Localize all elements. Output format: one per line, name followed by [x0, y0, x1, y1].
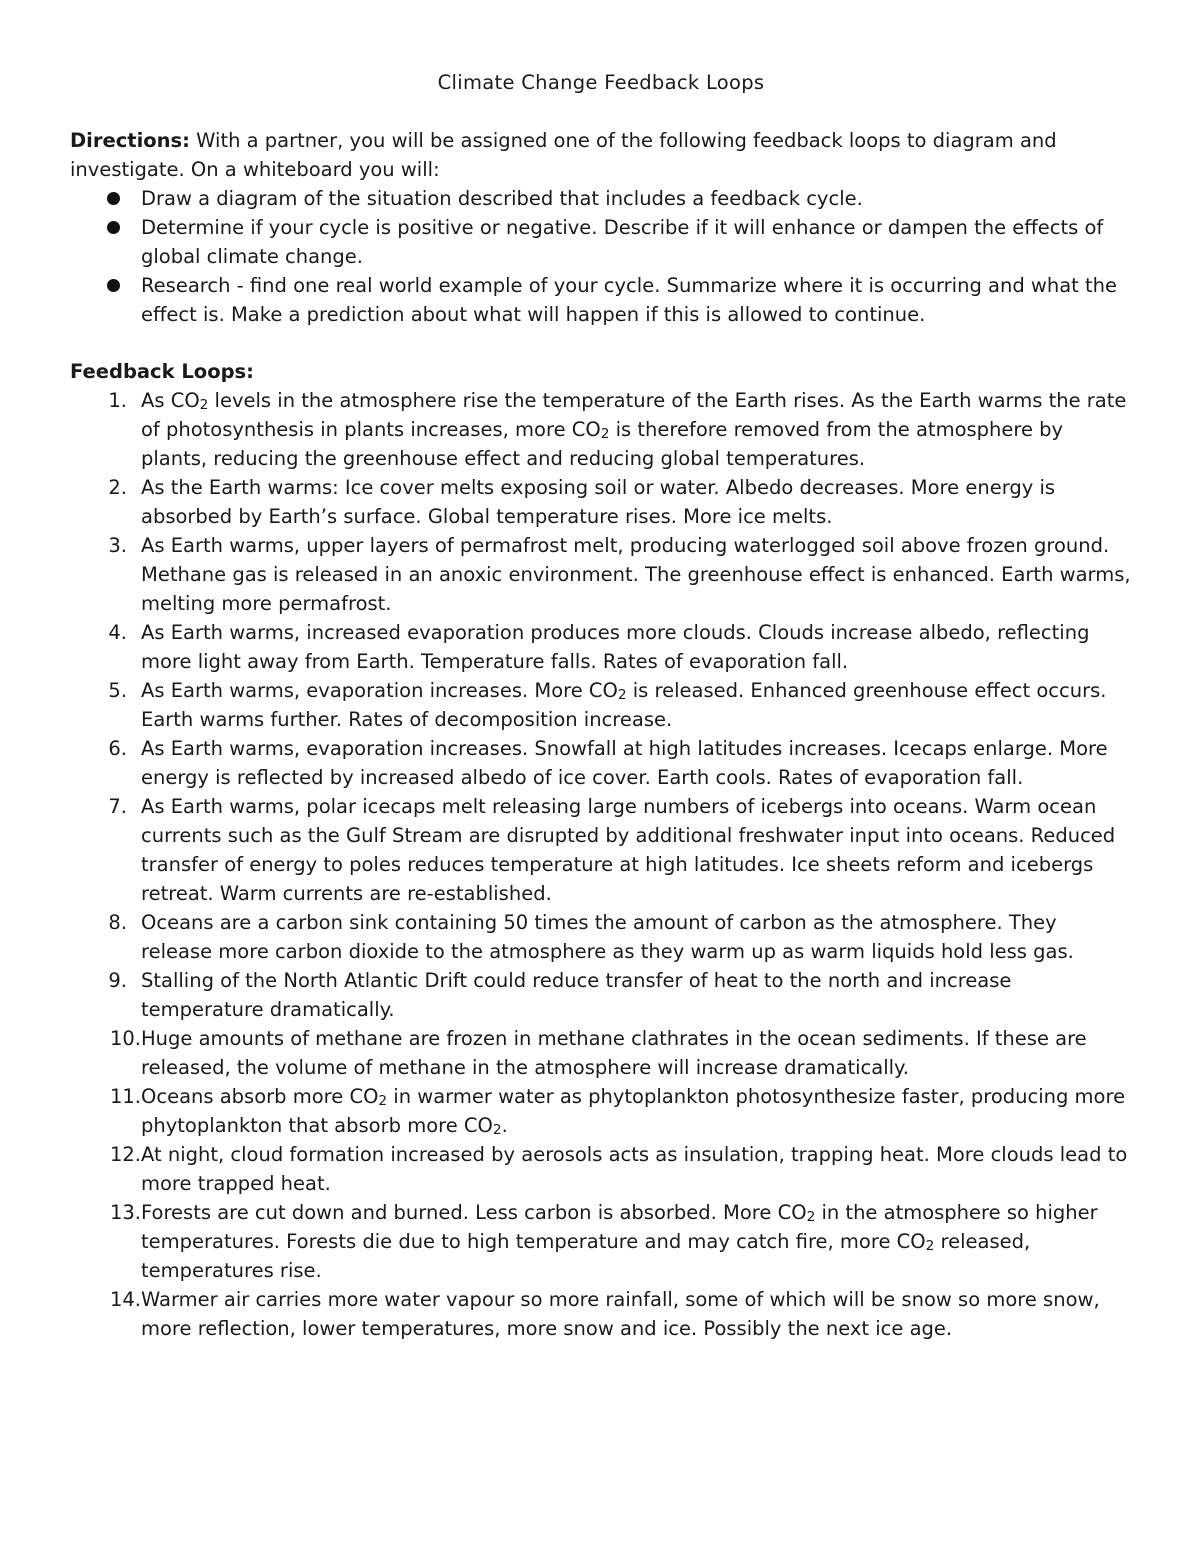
list-number: 4. — [108, 621, 127, 644]
list-item — [70, 1198, 1132, 1285]
feedback-loops-heading: Feedback Loops: — [70, 360, 254, 383]
text-run: As the Earth warms: Ice cover melts exposing soil or water. Albedo decreases. More energy is absorbed by Earth’s surface. Global temperature rises. More ice melts. — [141, 476, 1056, 528]
bullet-text: Draw a diagram of the situation described that includes a feedback cycle. — [141, 187, 863, 210]
list-text — [141, 1085, 1125, 1137]
directions-list — [70, 184, 1132, 329]
subscript: 2 — [925, 1238, 935, 1255]
list-item — [70, 1024, 1132, 1082]
page-title: Climate Change Feedback Loops — [437, 71, 765, 94]
list-text — [141, 621, 1089, 673]
text-run: . — [501, 1114, 508, 1137]
list-text — [141, 737, 1108, 789]
list-number: 12. — [109, 1143, 141, 1166]
list-text — [141, 1201, 1098, 1282]
text-run: released, temperatures rise. — [141, 1230, 1031, 1282]
list-item — [70, 734, 1132, 792]
bullet-text: Determine if your cycle is positive or negative. Describe if it will enhance or dampen the effects of global climate change. — [141, 216, 1104, 268]
bullet-icon — [107, 279, 120, 292]
list-text — [141, 534, 1131, 615]
list-text — [141, 679, 1106, 731]
list-number: 6. — [108, 737, 127, 760]
text-run: levels in the atmosphere rise the temperature of the Earth rises. As the Earth warms the rate of photosynthesis in plants increases, more CO — [141, 389, 1127, 441]
text-run: As CO — [141, 389, 200, 412]
directions-text: With a partner, you will be assigned one of the following feedback loops to diagram and investigate. On a whiteboard you will: — [70, 129, 1057, 181]
list-number: 9. — [108, 969, 127, 992]
list-item — [70, 1285, 1132, 1343]
list-item — [70, 386, 1132, 473]
text-run: is therefore removed from the atmosphere by plants, reducing the greenhouse effect and reducing global temperatures. — [141, 418, 1064, 470]
text-run: As Earth warms, polar icecaps melt releasing large numbers of icebergs into oceans. Warm ocean currents such as the Gulf Stream are disrupted by additional freshwater input into oceans. Reduced transfer of energy to poles reduces temperature at high latitudes. Ice sheets reform and icebergs retreat. Warm currents are re-established. — [141, 795, 1116, 905]
feedback-loops-list — [70, 386, 1132, 1343]
list-number: 10. — [109, 1027, 141, 1050]
list-number: 5. — [108, 679, 127, 702]
list-text — [141, 476, 1055, 528]
list-item — [70, 908, 1132, 966]
text-run: As Earth warms, evaporation increases. More CO — [141, 679, 618, 702]
text-run: Huge amounts of methane are frozen in methane clathrates in the ocean sediments. If these are released, the volume of methane in the atmosphere will increase dramatically. — [141, 1027, 1087, 1079]
text-run: Oceans absorb more CO — [141, 1085, 379, 1108]
list-item — [70, 676, 1132, 734]
list-item — [70, 1082, 1132, 1140]
bullet-icon — [107, 221, 120, 234]
list-number: 1. — [108, 389, 127, 412]
text-run: Warmer air carries more water vapour so more rainfall, some of which will be snow so more snow, more reflection, lower temperatures, more snow and ice. Possibly the next ice age. — [141, 1288, 1100, 1340]
list-item — [70, 531, 1132, 618]
list-item — [70, 1140, 1132, 1198]
list-number: 8. — [108, 911, 127, 934]
list-item — [70, 618, 1132, 676]
bullet-text: Research - find one real world example of your cycle. Summarize where it is occurring and what the effect is. Make a prediction about what will happen if this is allowed to continue. — [141, 274, 1118, 326]
list-text — [141, 1143, 1127, 1195]
list-text — [141, 389, 1126, 470]
list-item — [70, 184, 1132, 213]
list-text — [141, 969, 1011, 1021]
document-page — [70, 68, 1132, 1343]
text-run: Stalling of the North Atlantic Drift could reduce transfer of heat to the north and increase temperature dramatically. — [141, 969, 1012, 1021]
list-number: 2. — [108, 476, 127, 499]
list-text — [141, 1288, 1100, 1340]
list-number: 14. — [109, 1288, 141, 1311]
list-text — [141, 1027, 1087, 1079]
list-number: 13. — [109, 1201, 141, 1224]
list-item — [70, 792, 1132, 908]
directions-label: Directions: — [70, 129, 190, 152]
text-run: is released. Enhanced greenhouse effect occurs. Earth warms further. Rates of decomposition increase. — [141, 679, 1107, 731]
text-run: At night, cloud formation increased by aerosols acts as insulation, trapping heat. More clouds lead to more trapped heat. — [141, 1143, 1128, 1195]
text-run: As Earth warms, increased evaporation produces more clouds. Clouds increase albedo, reflecting more light away from Earth. Temperature falls. Rates of evaporation fall. — [141, 621, 1090, 673]
text-run: in warmer water as phytoplankton photosynthesize faster, producing more phytoplankton that absorb more CO — [141, 1085, 1126, 1137]
subscript: 2 — [492, 1122, 502, 1139]
subscript: 2 — [378, 1093, 388, 1110]
list-number: 7. — [108, 795, 127, 818]
subscript: 2 — [806, 1209, 816, 1226]
subscript: 2 — [199, 397, 209, 414]
subscript: 2 — [617, 687, 627, 704]
list-text — [141, 795, 1115, 905]
text-run: Forests are cut down and burned. Less carbon is absorbed. More CO — [141, 1201, 807, 1224]
directions-paragraph — [70, 126, 1132, 184]
text-run: As Earth warms, evaporation increases. Snowfall at high latitudes increases. Icecaps enlarge. More energy is reflected by increased albedo of ice cover. Earth cools. Rates of evaporation fall. — [141, 737, 1108, 789]
list-text — [141, 911, 1074, 963]
list-item — [70, 966, 1132, 1024]
list-number: 11. — [109, 1085, 141, 1108]
text-run: As Earth warms, upper layers of permafrost melt, producing waterlogged soil above frozen ground. Methane gas is released in an anoxic environment. The greenhouse effect is enhanced. Earth warms, melting more permafrost. — [141, 534, 1131, 615]
text-run: in the atmosphere so higher temperatures. Forests die due to high temperature and may catch fire, more CO — [141, 1201, 1098, 1253]
list-item — [70, 473, 1132, 531]
list-number: 3. — [108, 534, 127, 557]
list-item — [70, 213, 1132, 271]
list-item — [70, 271, 1132, 329]
bullet-icon — [107, 192, 120, 205]
text-run: Oceans are a carbon sink containing 50 times the amount of carbon as the atmosphere. They release more carbon dioxide to the atmosphere as they warm up as warm liquids hold less gas. — [141, 911, 1074, 963]
subscript: 2 — [600, 426, 610, 443]
